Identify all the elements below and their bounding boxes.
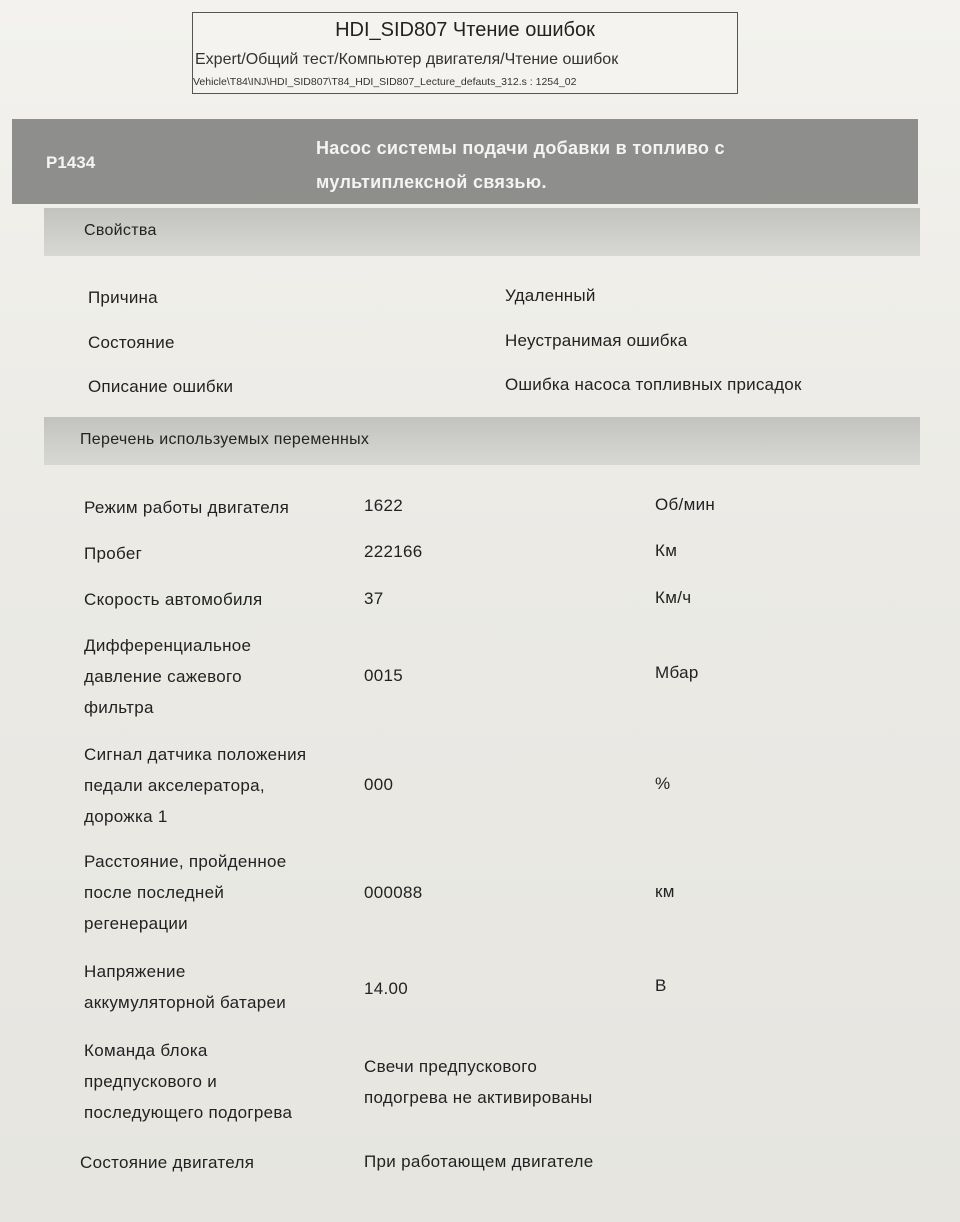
- variables-section-title: Перечень используемых переменных: [80, 431, 370, 448]
- variable-name-line: последующего подогрева: [84, 1103, 293, 1122]
- fault-description-line: мультиплексной связью.: [316, 172, 547, 192]
- variable-name-line: дорожка 1: [84, 807, 168, 826]
- variable-name: [84, 492, 354, 523]
- variable-value-line: 000088: [364, 883, 423, 902]
- variable-name-line: Напряжение: [84, 962, 186, 981]
- variable-name: [84, 846, 354, 939]
- variable-name-line: Расстояние, пройденное: [84, 852, 287, 871]
- variable-name-line: аккумуляторной батареи: [84, 993, 287, 1012]
- file-path: Vehicle\T84\INJ\HDI_SID807\T84_HDI_SID807_Lecture_defauts_312.s : 1254_02: [193, 76, 577, 88]
- variable-unit: %: [655, 774, 671, 793]
- variable-unit: Км: [655, 541, 678, 560]
- variable-value-line: подогрева не активированы: [364, 1088, 593, 1107]
- fault-code-bar: [12, 119, 918, 204]
- variable-unit: км: [655, 882, 675, 901]
- variable-value-line: При работающем двигателе: [364, 1152, 594, 1171]
- variable-value-line: 0015: [364, 666, 404, 685]
- page-title: HDI_SID807 Чтение ошибок: [335, 19, 595, 41]
- variable-value-line: 14.00: [364, 979, 409, 998]
- variable-unit: Мбар: [655, 663, 699, 682]
- variable-value: [364, 660, 403, 691]
- variable-name: [84, 1035, 354, 1128]
- variable-name-line: Сигнал датчика положения: [84, 745, 307, 764]
- fault-description: [316, 131, 836, 199]
- variable-name: [84, 956, 354, 1018]
- variable-value: [364, 769, 393, 800]
- variables-section-header: [44, 417, 920, 465]
- header-box: [192, 12, 738, 94]
- variable-value: [364, 583, 384, 614]
- variable-name-line: регенерации: [84, 914, 188, 933]
- variable-unit: В: [655, 976, 667, 995]
- variable-value-line: 222166: [364, 542, 423, 561]
- variable-name: [84, 630, 354, 723]
- property-label: Описание ошибки: [88, 377, 234, 396]
- variable-name-line: Дифференциальное: [84, 636, 252, 655]
- variable-name-line: Команда блока: [84, 1041, 208, 1060]
- variable-name: [84, 538, 354, 569]
- variable-name-line: фильтра: [84, 698, 154, 717]
- variable-value-line: Свечи предпускового: [364, 1057, 538, 1076]
- property-label: Причина: [88, 288, 158, 307]
- properties-section-header: [44, 208, 920, 256]
- variable-unit: Км/ч: [655, 588, 692, 607]
- variable-name-line: Состояние двигателя: [80, 1153, 255, 1172]
- fault-code: P1434: [46, 153, 96, 172]
- property-value: Неустранимая ошибка: [505, 331, 688, 350]
- variable-name-line: Пробег: [84, 544, 143, 563]
- properties-section-title: Свойства: [84, 222, 157, 239]
- variable-name-line: давление сажевого: [84, 667, 242, 686]
- variable-name-line: Скорость автомобиля: [84, 590, 263, 609]
- variable-value: [364, 536, 423, 567]
- variable-value-line: 1622: [364, 496, 404, 515]
- variable-value: [364, 490, 403, 521]
- breadcrumb: Expert/Общий тест/Компьютер двигателя/Чтение ошибок: [195, 51, 619, 68]
- property-label: Состояние: [88, 333, 175, 352]
- variable-unit: Об/мин: [655, 495, 716, 514]
- variable-name-line: Режим работы двигателя: [84, 498, 290, 517]
- fault-description-line: Насос системы подачи добавки в топливо с: [316, 138, 725, 158]
- variable-value: [364, 973, 408, 1004]
- variable-name: [80, 1147, 350, 1178]
- variable-value-line: 37: [364, 589, 384, 608]
- variable-name: [84, 584, 354, 615]
- variable-name: [84, 739, 354, 832]
- variable-name-line: предпускового и: [84, 1072, 218, 1091]
- variable-value-line: 000: [364, 775, 394, 794]
- property-value: Удаленный: [505, 286, 596, 305]
- variable-value: [364, 1146, 594, 1177]
- variable-name-line: педали акселератора,: [84, 776, 265, 795]
- property-value: Ошибка насоса топливных присадок: [505, 375, 802, 394]
- variable-value: [364, 877, 423, 908]
- variable-name-line: после последней: [84, 883, 225, 902]
- variable-value: [364, 1051, 593, 1113]
